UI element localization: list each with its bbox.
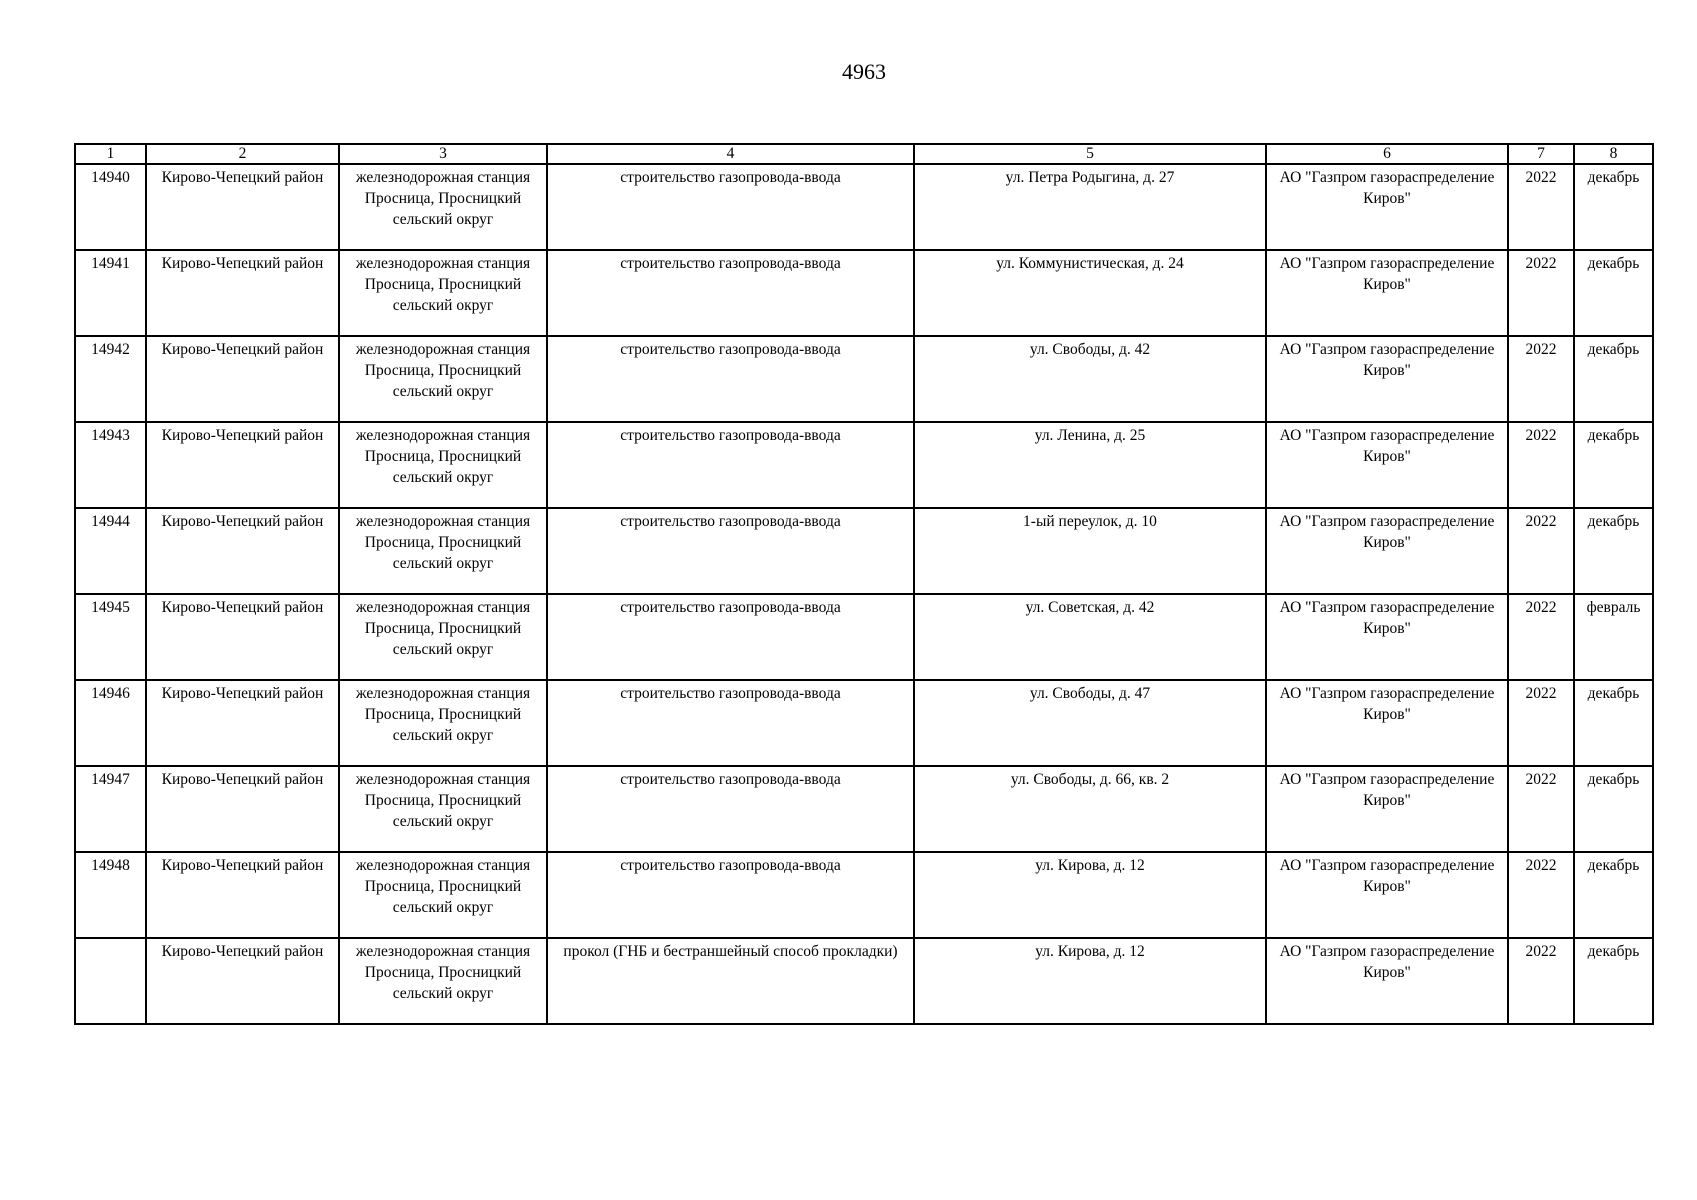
cell-number: 14948	[75, 852, 146, 938]
cell-year: 2022	[1508, 250, 1574, 336]
cell-address: ул. Ленина, д. 25	[914, 422, 1266, 508]
cell-address: ул. Свободы, д. 42	[914, 336, 1266, 422]
cell-work: строительство газопровода-ввода	[547, 422, 914, 508]
cell-month: декабрь	[1574, 508, 1653, 594]
cell-address: ул. Кирова, д. 12	[914, 852, 1266, 938]
cell-district: Кирово-Чепецкий район	[146, 680, 339, 766]
column-header: 8	[1574, 144, 1653, 164]
cell-organization: АО "Газпром газораспределение Киров"	[1266, 852, 1508, 938]
column-header: 6	[1266, 144, 1508, 164]
cell-work: строительство газопровода-ввода	[547, 508, 914, 594]
cell-work: строительство газопровода-ввода	[547, 336, 914, 422]
cell-organization: АО "Газпром газораспределение Киров"	[1266, 164, 1508, 250]
cell-district: Кирово-Чепецкий район	[146, 594, 339, 680]
table-row	[75, 336, 1653, 422]
page-number: 4963	[842, 59, 886, 84]
cell-address: ул. Свободы, д. 47	[914, 680, 1266, 766]
cell-work: строительство газопровода-ввода	[547, 164, 914, 250]
cell-number: 14940	[75, 164, 146, 250]
header-row	[75, 144, 1653, 164]
cell-year: 2022	[1508, 422, 1574, 508]
column-header: 2	[146, 144, 339, 164]
cell-organization: АО "Газпром газораспределение Киров"	[1266, 766, 1508, 852]
cell-month: декабрь	[1574, 938, 1653, 1024]
cell-settlement: железнодорожная станция Просница, Просницкий сельский округ	[339, 422, 547, 508]
cell-year: 2022	[1508, 336, 1574, 422]
table-row	[75, 422, 1653, 508]
cell-year: 2022	[1508, 594, 1574, 680]
cell-district: Кирово-Чепецкий район	[146, 938, 339, 1024]
cell-number: 14941	[75, 250, 146, 336]
data-table	[74, 143, 1654, 1025]
cell-address: ул. Советская, д. 42	[914, 594, 1266, 680]
cell-settlement: железнодорожная станция Просница, Просницкий сельский округ	[339, 250, 547, 336]
cell-work: строительство газопровода-ввода	[547, 594, 914, 680]
cell-address: ул. Кирова, д. 12	[914, 938, 1266, 1024]
cell-work: прокол (ГНБ и бестраншейный способ прокладки)	[547, 938, 914, 1024]
cell-work: строительство газопровода-ввода	[547, 250, 914, 336]
cell-year: 2022	[1508, 164, 1574, 250]
cell-month: февраль	[1574, 594, 1653, 680]
cell-organization: АО "Газпром газораспределение Киров"	[1266, 594, 1508, 680]
table-row	[75, 766, 1653, 852]
cell-month: декабрь	[1574, 766, 1653, 852]
column-header: 4	[547, 144, 914, 164]
cell-number: 14944	[75, 508, 146, 594]
cell-work: строительство газопровода-ввода	[547, 680, 914, 766]
cell-number: 14943	[75, 422, 146, 508]
table-row	[75, 680, 1653, 766]
cell-organization: АО "Газпром газораспределение Киров"	[1266, 336, 1508, 422]
cell-settlement: железнодорожная станция Просница, Просницкий сельский округ	[339, 164, 547, 250]
table-row	[75, 250, 1653, 336]
cell-year: 2022	[1508, 508, 1574, 594]
cell-month: декабрь	[1574, 336, 1653, 422]
cell-district: Кирово-Чепецкий район	[146, 164, 339, 250]
cell-settlement: железнодорожная станция Просница, Просницкий сельский округ	[339, 594, 547, 680]
cell-number: 14947	[75, 766, 146, 852]
column-header: 7	[1508, 144, 1574, 164]
cell-district: Кирово-Чепецкий район	[146, 852, 339, 938]
column-header: 3	[339, 144, 547, 164]
cell-month: декабрь	[1574, 250, 1653, 336]
cell-number	[75, 938, 146, 1024]
cell-settlement: железнодорожная станция Просница, Просницкий сельский округ	[339, 680, 547, 766]
cell-year: 2022	[1508, 938, 1574, 1024]
cell-number: 14945	[75, 594, 146, 680]
cell-settlement: железнодорожная станция Просница, Просницкий сельский округ	[339, 852, 547, 938]
cell-organization: АО "Газпром газораспределение Киров"	[1266, 250, 1508, 336]
table-row	[75, 164, 1653, 250]
cell-number: 14942	[75, 336, 146, 422]
cell-district: Кирово-Чепецкий район	[146, 766, 339, 852]
cell-address: ул. Петра Родыгина, д. 27	[914, 164, 1266, 250]
cell-settlement: железнодорожная станция Просница, Просницкий сельский округ	[339, 938, 547, 1024]
table-row	[75, 594, 1653, 680]
table-row	[75, 852, 1653, 938]
cell-work: строительство газопровода-ввода	[547, 766, 914, 852]
cell-month: декабрь	[1574, 422, 1653, 508]
cell-organization: АО "Газпром газораспределение Киров"	[1266, 422, 1508, 508]
cell-settlement: железнодорожная станция Просница, Просницкий сельский округ	[339, 508, 547, 594]
cell-settlement: железнодорожная станция Просница, Просницкий сельский округ	[339, 336, 547, 422]
column-header: 1	[75, 144, 146, 164]
cell-address: 1-ый переулок, д. 10	[914, 508, 1266, 594]
cell-month: декабрь	[1574, 680, 1653, 766]
cell-work: строительство газопровода-ввода	[547, 852, 914, 938]
cell-year: 2022	[1508, 766, 1574, 852]
table-row	[75, 508, 1653, 594]
cell-year: 2022	[1508, 680, 1574, 766]
cell-number: 14946	[75, 680, 146, 766]
cell-organization: АО "Газпром газораспределение Киров"	[1266, 680, 1508, 766]
cell-organization: АО "Газпром газораспределение Киров"	[1266, 508, 1508, 594]
cell-district: Кирово-Чепецкий район	[146, 250, 339, 336]
cell-month: декабрь	[1574, 852, 1653, 938]
table-row	[75, 938, 1653, 1024]
column-header: 5	[914, 144, 1266, 164]
cell-address: ул. Коммунистическая, д. 24	[914, 250, 1266, 336]
cell-address: ул. Свободы, д. 66, кв. 2	[914, 766, 1266, 852]
cell-district: Кирово-Чепецкий район	[146, 422, 339, 508]
cell-settlement: железнодорожная станция Просница, Просницкий сельский округ	[339, 766, 547, 852]
cell-district: Кирово-Чепецкий район	[146, 508, 339, 594]
cell-district: Кирово-Чепецкий район	[146, 336, 339, 422]
cell-month: декабрь	[1574, 164, 1653, 250]
cell-organization: АО "Газпром газораспределение Киров"	[1266, 938, 1508, 1024]
cell-year: 2022	[1508, 852, 1574, 938]
